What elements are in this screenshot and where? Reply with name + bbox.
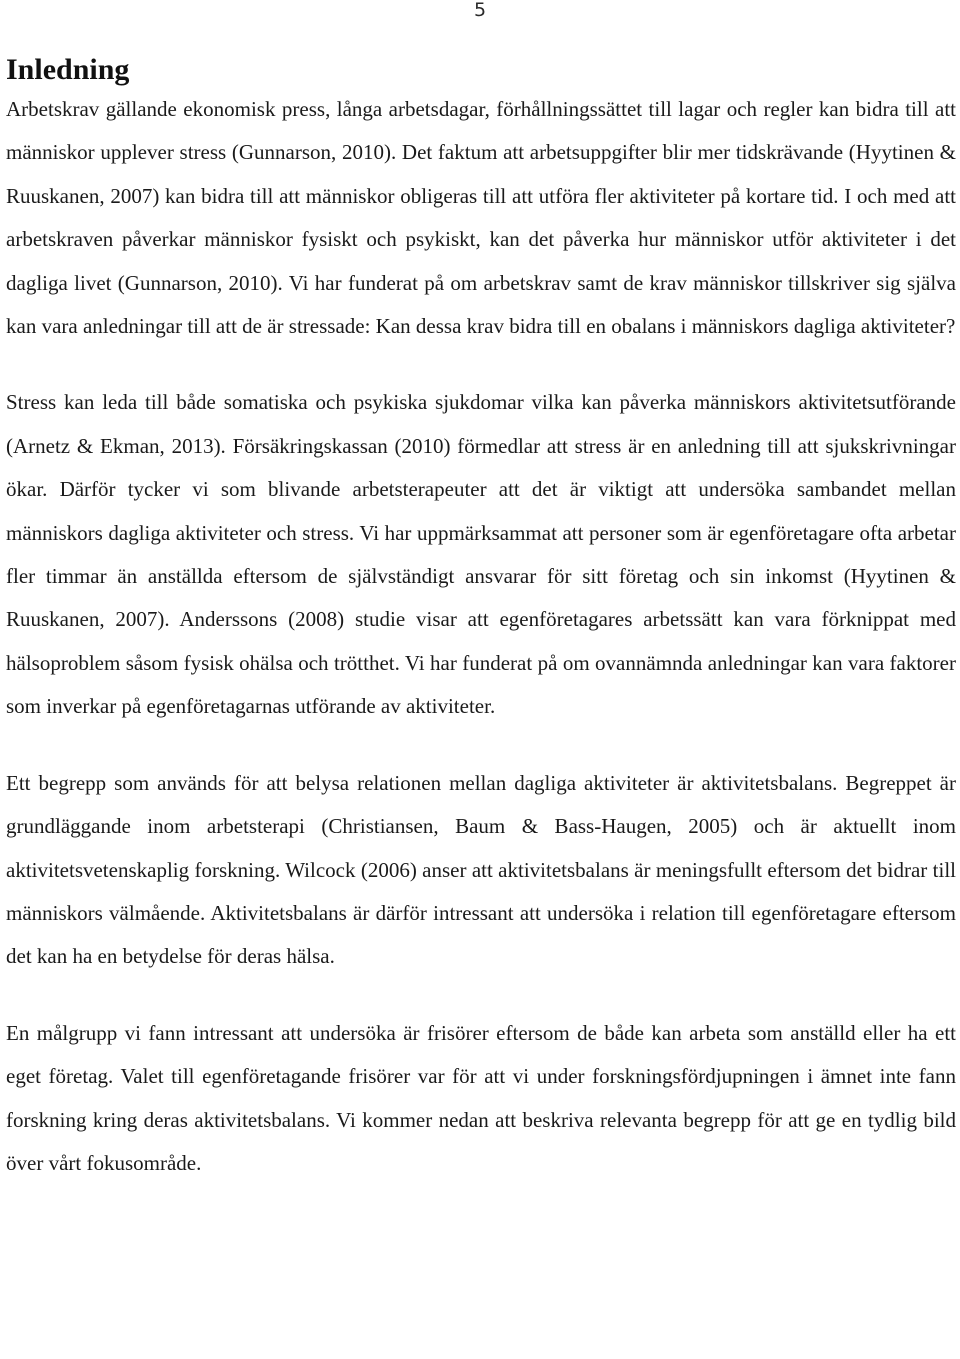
paragraph-stress-self-employed: Stress kan leda till både somatiska och psykiska sjukdomar vilka kan påverka människors aktivitetsutförande (Arnetz & Ekman, 2013). Försäkringskassan (2010) förmedlar att stress är en anledning till att sjukskrivningar ökar. Därför tycker vi som blivande arbetsterapeuter att det är viktigt att undersöka sambandet mellan människors dagliga aktiviteter och stress. Vi har uppmärksammat att personer som är egenföretagare ofta arbetar fler timmar än anställda eftersom de självständigt ansvarar för sitt företag och sin inkomst (Hyytinen & Ruuskanen, 2007). Anderssons (2008) studie visar att egenföretagares arbetssätt kan vara förknippat med hälsoproblem såsom fysisk ohälsa och trötthet. Vi har funderat på om ovannämnda anledningar kan vara faktorer som inverkar på egenföretagarnas utförande av aktiviteter. <box>6 390 956 719</box>
paragraph-target-group: En målgrupp vi fann intressant att undersöka är frisörer eftersom de både kan arbeta som anställd eller ha ett eget företag. Valet till egenföretagande frisörer var för att vi under forskningsfördjupningen i ämnet inte fann forskning kring deras aktivitetsbalans. Vi kommer nedan att beskriva relevanta begrepp för att ge en tydlig bild över vårt fokusområde. <box>6 1020 956 1175</box>
paragraph-work-demands: Arbetskrav gällande ekonomisk press, långa arbetsdagar, förhållningssättet till lagar och regler kan bidra till att människor upplever stress (Gunnarson, 2010). Det faktum att arbetsuppgifter blir mer tidskrävande (Hyytinen & Ruuskanen, 2007) kan bidra till att människor obligeras till att utföra fler aktiviteter på kortare tid. I och med att arbetskraven påverkar människor fysiskt och psykiskt, kan det påverka hur människor utför aktiviteter i det dagliga livet (Gunnarson, 2010). Vi har funderat på om arbetskrav samt de krav människor tillskriver sig själva kan vara anledningar till att de är stressade: Kan dessa krav bidra till en obalans i människors dagliga aktiviteter? <box>6 97 956 339</box>
page-number: 5 <box>473 0 487 21</box>
section-heading: Inledning <box>6 53 130 86</box>
paragraph-activity-balance: Ett begrepp som används för att belysa relationen mellan dagliga aktiviteter är aktivitetsbalans. Begreppet är grundläggande inom arbetsterapi (Christiansen, Baum & Bass-Haugen, 2005) och är aktuellt inom aktivitetsvetenskaplig forskning. Wilcock (2006) anser att aktivitetsbalans är meningsfullt eftersom det bidrar till människors välmående. Aktivitetsbalans är därför intressant att undersöka i relation till egenföretagare eftersom det kan ha en betydelse för deras hälsa. <box>6 770 956 969</box>
section-introduction <box>6 50 956 1185</box>
